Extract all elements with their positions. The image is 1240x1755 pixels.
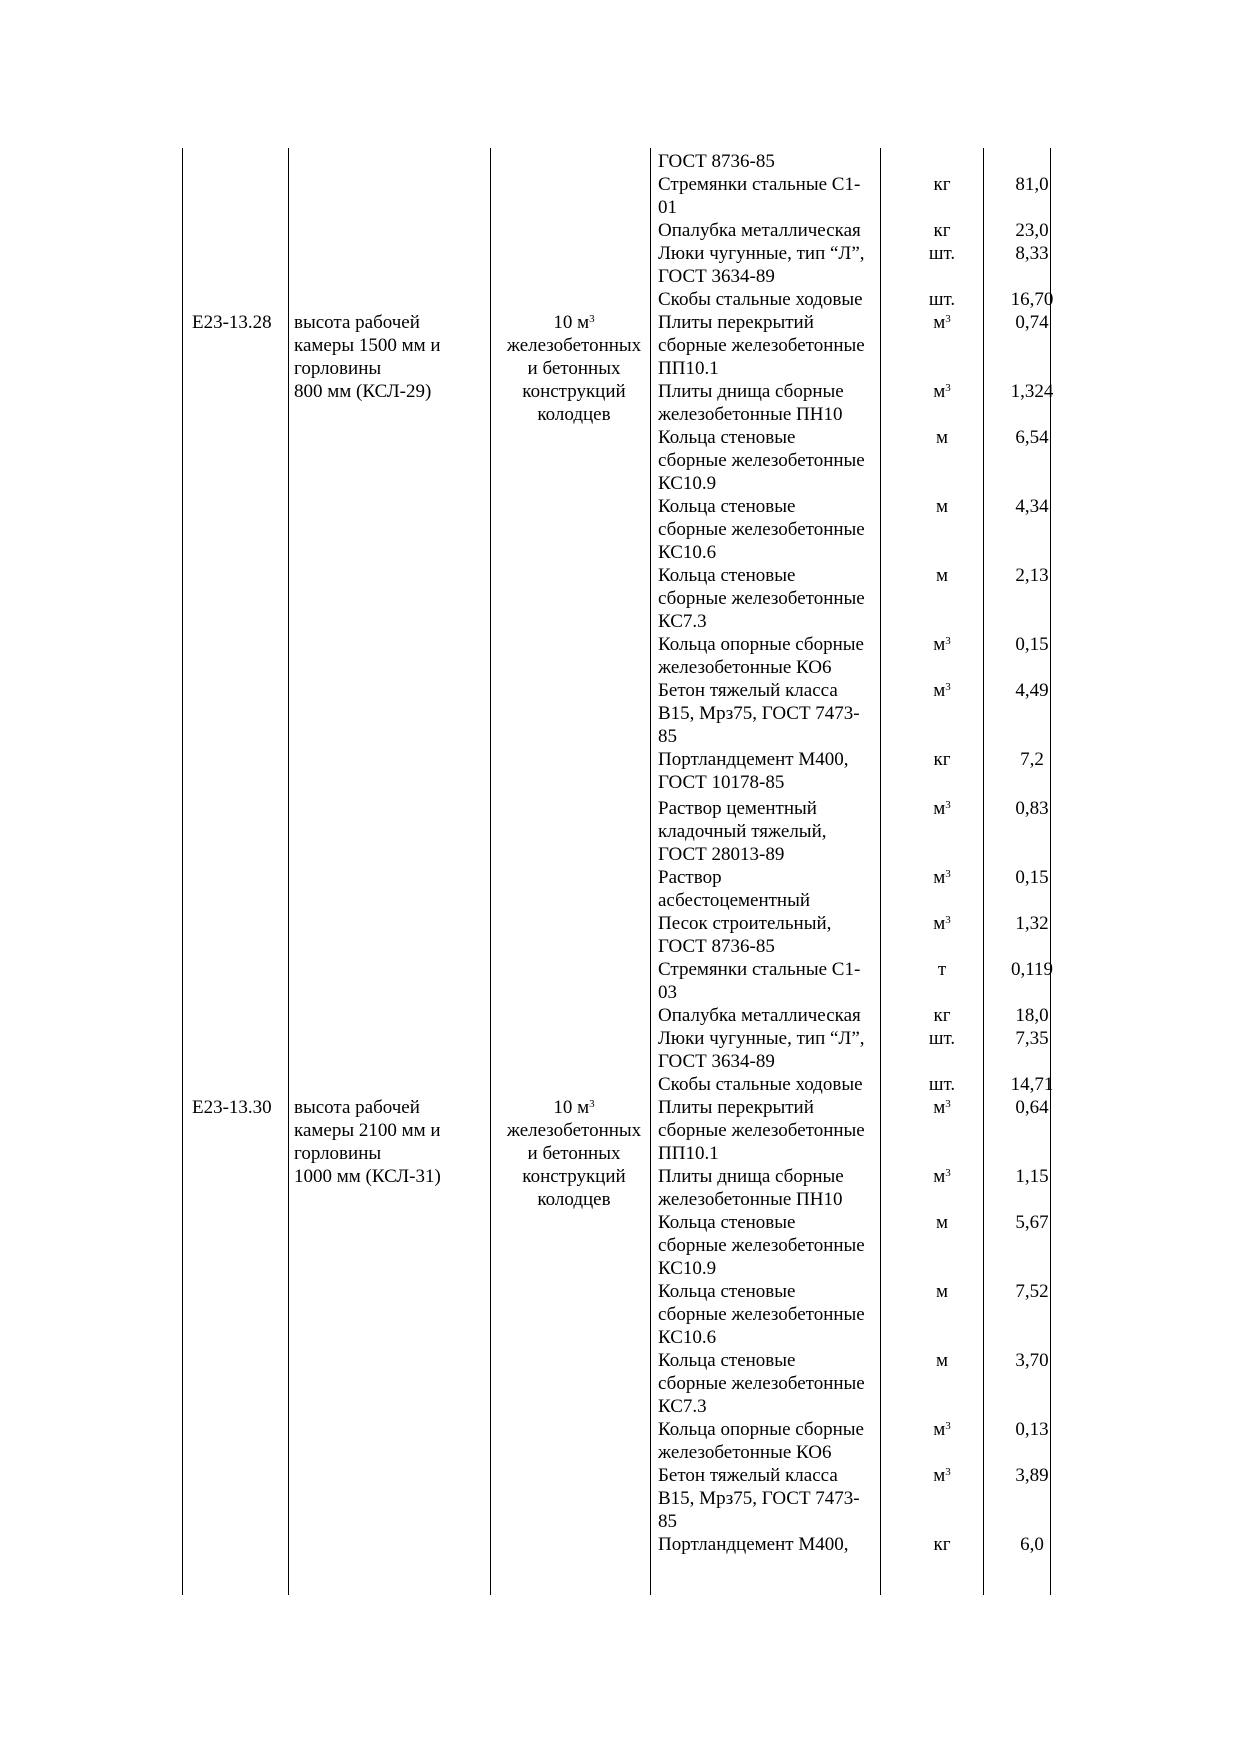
quantity-cell bbox=[996, 748, 1068, 771]
material-cell bbox=[658, 1533, 888, 1556]
quantity-text: 3,89 bbox=[1015, 1465, 1049, 1486]
quantity-cell bbox=[996, 495, 1068, 518]
material-line: ГОСТ 8736-85 bbox=[658, 936, 775, 957]
table-column-divider bbox=[288, 148, 289, 1595]
quantity-cell bbox=[996, 1096, 1068, 1119]
quantity-cell bbox=[996, 1165, 1068, 1188]
material-line: Песок строительный, bbox=[658, 913, 832, 934]
unit-text-superscript: 3 bbox=[945, 634, 951, 647]
material-line: 85 bbox=[658, 726, 677, 747]
material-cell bbox=[658, 1073, 888, 1096]
unit-text-superscript: 3 bbox=[945, 1465, 951, 1478]
material-line: Плиты перекрытий bbox=[658, 1097, 814, 1118]
quantity-cell bbox=[996, 173, 1068, 196]
material-line: Люки чугунные, тип “Л”, bbox=[658, 243, 865, 264]
quantity-text: 0,119 bbox=[1010, 959, 1054, 980]
work-description-line: горловины bbox=[294, 1143, 382, 1164]
quantity-cell bbox=[996, 1004, 1068, 1027]
work-description-line: камеры 1500 мм и bbox=[294, 335, 441, 356]
measurement-unit-line: 10 $м^3$ bbox=[553, 312, 595, 333]
work-description-line: 800 мм (КСЛ-29) bbox=[294, 381, 432, 402]
material-line: Кольца стеновые bbox=[658, 565, 796, 586]
unit-cell bbox=[892, 1073, 992, 1096]
material-line: Кольца стеновые bbox=[658, 1212, 796, 1233]
unit-text: $м^3$ bbox=[933, 312, 951, 333]
unit-text: т bbox=[937, 959, 947, 980]
unit-cell bbox=[892, 1211, 992, 1234]
material-cell bbox=[658, 1004, 888, 1027]
unit-cell bbox=[892, 426, 992, 449]
quantity-text: 0,13 bbox=[1015, 1419, 1049, 1440]
material-line: Плиты днища сборные bbox=[658, 381, 844, 402]
norm-code-cell bbox=[192, 311, 286, 334]
material-line: железобетонные КО6 bbox=[658, 1442, 832, 1463]
material-line: сборные железобетонные bbox=[658, 1235, 865, 1256]
unit-text: м bbox=[935, 496, 949, 517]
quantity-text: 3,70 bbox=[1015, 1350, 1049, 1371]
unit-cell bbox=[892, 912, 992, 935]
material-cell bbox=[658, 173, 888, 219]
quantity-text: 4,34 bbox=[1015, 496, 1049, 517]
work-description-line: горловины bbox=[294, 358, 382, 379]
material-cell bbox=[658, 679, 888, 748]
work-description-line: камеры 2100 мм и bbox=[294, 1120, 441, 1141]
unit-text: кг bbox=[933, 1534, 951, 1555]
material-line: сборные железобетонные bbox=[658, 335, 865, 356]
material-cell bbox=[658, 1165, 888, 1211]
material-line: КС10.9 bbox=[658, 473, 717, 494]
material-line: 01 bbox=[658, 197, 677, 218]
unit-text-superscript: 3 bbox=[945, 1166, 951, 1179]
material-line: Опалубка металлическая bbox=[658, 1005, 861, 1026]
material-cell bbox=[658, 311, 888, 380]
material-line: сборные железобетонные bbox=[658, 450, 865, 471]
quantity-cell bbox=[996, 288, 1068, 311]
quantity-text: 0,15 bbox=[1015, 867, 1049, 888]
material-line: сборные железобетонные bbox=[658, 1120, 865, 1141]
quantity-text: 0,83 bbox=[1015, 798, 1049, 819]
material-cell bbox=[658, 426, 888, 495]
material-line: сборные железобетонные bbox=[658, 588, 865, 609]
quantity-cell bbox=[996, 1027, 1068, 1050]
material-line: Кольца опорные сборные bbox=[658, 634, 864, 655]
unit-text: $м^3$ bbox=[933, 1097, 951, 1118]
unit-text: кг bbox=[933, 749, 951, 770]
unit-text: кг bbox=[933, 174, 951, 195]
material-cell bbox=[658, 219, 888, 242]
unit-text: шт. bbox=[928, 243, 956, 264]
unit-cell bbox=[892, 1280, 992, 1303]
measurement-unit-line-superscript: 3 bbox=[589, 1097, 595, 1110]
material-cell bbox=[658, 242, 888, 288]
material-line: Люки чугунные, тип “Л”, bbox=[658, 1028, 865, 1049]
quantity-cell bbox=[996, 380, 1068, 403]
material-line: Раствор цементный bbox=[658, 798, 817, 819]
material-cell bbox=[658, 748, 888, 794]
unit-text: $м^3$ bbox=[933, 634, 951, 655]
measurement-unit-line: и бетонных bbox=[527, 1143, 621, 1164]
unit-cell bbox=[892, 242, 992, 265]
unit-cell bbox=[892, 1349, 992, 1372]
material-line: Плиты днища сборные bbox=[658, 1166, 844, 1187]
material-line: КС7.3 bbox=[658, 611, 707, 632]
unit-text: $м^3$ bbox=[933, 381, 951, 402]
material-line: 03 bbox=[658, 982, 677, 1003]
unit-cell bbox=[892, 1533, 992, 1556]
material-line: Кольца опорные сборные bbox=[658, 1419, 864, 1440]
quantity-text: 16,70 bbox=[1010, 289, 1054, 310]
material-line: ПП10.1 bbox=[658, 1143, 719, 1164]
material-line: сборные железобетонные bbox=[658, 1373, 865, 1394]
unit-text-superscript: 3 bbox=[945, 1419, 951, 1432]
work-description-cell bbox=[294, 1096, 490, 1188]
quantity-cell bbox=[996, 1073, 1068, 1096]
material-cell bbox=[658, 288, 888, 311]
material-line: КС10.6 bbox=[658, 1327, 717, 1348]
material-line: Плиты перекрытий bbox=[658, 312, 814, 333]
material-cell bbox=[658, 1211, 888, 1280]
material-cell bbox=[658, 866, 888, 912]
unit-cell bbox=[892, 866, 992, 889]
quantity-text: 5,67 bbox=[1015, 1212, 1049, 1233]
quantity-cell bbox=[996, 1418, 1068, 1441]
measurement-unit-line: колодцев bbox=[537, 1189, 611, 1210]
material-line: ГОСТ 10178-85 bbox=[658, 772, 785, 793]
material-line: железобетонные КО6 bbox=[658, 657, 832, 678]
quantity-cell bbox=[996, 958, 1068, 981]
unit-text: кг bbox=[933, 220, 951, 241]
unit-text-superscript: 3 bbox=[945, 867, 951, 880]
material-line: Бетон тяжелый класса bbox=[658, 1465, 838, 1486]
unit-cell bbox=[892, 748, 992, 771]
quantity-cell bbox=[996, 866, 1068, 889]
unit-text: $м^3$ bbox=[933, 1465, 951, 1486]
material-cell bbox=[658, 1418, 888, 1464]
quantity-text: 8,33 bbox=[1015, 243, 1049, 264]
material-cell bbox=[658, 380, 888, 426]
work-description-line: высота рабочей bbox=[294, 1097, 420, 1118]
norm-code: Е23-13.30 bbox=[192, 1097, 272, 1118]
unit-cell bbox=[892, 495, 992, 518]
material-line: Кольца стеновые bbox=[658, 496, 796, 517]
material-line: ГОСТ 3634-89 bbox=[658, 1051, 775, 1072]
material-line: кладочный тяжелый, bbox=[658, 821, 827, 842]
quantity-cell bbox=[996, 564, 1068, 587]
material-line: ГОСТ 8736-85 bbox=[658, 151, 775, 172]
quantity-text: 1,324 bbox=[1010, 381, 1054, 402]
unit-text-superscript: 3 bbox=[945, 680, 951, 693]
quantity-text: 18,0 bbox=[1015, 1005, 1049, 1026]
material-line: Бетон тяжелый класса bbox=[658, 680, 838, 701]
material-cell bbox=[658, 958, 888, 1004]
material-cell bbox=[658, 1096, 888, 1165]
unit-text-superscript: 3 bbox=[945, 1097, 951, 1110]
unit-text: кг bbox=[933, 1005, 951, 1026]
quantity-cell bbox=[996, 219, 1068, 242]
unit-cell bbox=[892, 679, 992, 702]
quantity-cell bbox=[996, 1211, 1068, 1234]
quantity-cell bbox=[996, 1533, 1068, 1556]
measurement-unit-line: конструкций bbox=[522, 381, 626, 402]
measurement-unit-cell bbox=[496, 1096, 652, 1211]
norm-code-cell bbox=[192, 1096, 286, 1119]
material-line: Раствор bbox=[658, 867, 722, 888]
unit-text: м bbox=[935, 565, 949, 586]
material-cell bbox=[658, 495, 888, 564]
unit-cell bbox=[892, 564, 992, 587]
unit-text: м bbox=[935, 427, 949, 448]
unit-text: $м^3$ bbox=[933, 867, 951, 888]
material-cell bbox=[658, 1464, 888, 1533]
measurement-unit-line: и бетонных bbox=[527, 358, 621, 379]
material-line: 85 bbox=[658, 1511, 677, 1532]
measurement-unit-line: железобетонных bbox=[506, 1120, 642, 1141]
unit-text: м bbox=[935, 1281, 949, 1302]
unit-cell bbox=[892, 1027, 992, 1050]
material-line: ГОСТ 3634-89 bbox=[658, 266, 775, 287]
quantity-cell bbox=[996, 1280, 1068, 1303]
material-line: Скобы стальные ходовые bbox=[658, 1074, 863, 1095]
unit-cell bbox=[892, 380, 992, 403]
unit-cell bbox=[892, 288, 992, 311]
material-cell bbox=[658, 912, 888, 958]
material-line: Стремянки стальные С1- bbox=[658, 959, 861, 980]
quantity-text: 2,13 bbox=[1015, 565, 1049, 586]
unit-cell bbox=[892, 633, 992, 656]
quantity-cell bbox=[996, 311, 1068, 334]
quantity-text: 4,49 bbox=[1015, 680, 1049, 701]
unit-text: шт. bbox=[928, 289, 956, 310]
unit-cell bbox=[892, 958, 992, 981]
material-cell bbox=[658, 633, 888, 679]
material-line: В15, Мрз75, ГОСТ 7473- bbox=[658, 703, 860, 724]
quantity-text: 23,0 bbox=[1015, 220, 1049, 241]
material-cell bbox=[658, 564, 888, 633]
measurement-unit-line: конструкций bbox=[522, 1166, 626, 1187]
unit-text: $м^3$ bbox=[933, 1419, 951, 1440]
quantity-cell bbox=[996, 912, 1068, 935]
unit-cell bbox=[892, 173, 992, 196]
material-line: Кольца стеновые bbox=[658, 1281, 796, 1302]
quantity-cell bbox=[996, 242, 1068, 265]
quantity-cell bbox=[996, 426, 1068, 449]
quantity-text: 1,32 bbox=[1015, 913, 1049, 934]
unit-cell bbox=[892, 311, 992, 334]
measurement-unit-line: колодцев bbox=[537, 404, 611, 425]
measurement-unit-line: 10 $м^3$ bbox=[553, 1097, 595, 1118]
unit-text: м bbox=[935, 1212, 949, 1233]
quantity-text: 7,2 bbox=[1020, 749, 1044, 770]
material-line: ПП10.1 bbox=[658, 358, 719, 379]
material-line: КС10.6 bbox=[658, 542, 717, 563]
unit-text: $м^3$ bbox=[933, 1166, 951, 1187]
unit-cell bbox=[892, 1464, 992, 1487]
unit-cell bbox=[892, 1165, 992, 1188]
quantity-cell bbox=[996, 1464, 1068, 1487]
norm-code: Е23-13.28 bbox=[192, 312, 272, 333]
unit-text-superscript: 3 bbox=[945, 381, 951, 394]
material-line: асбестоцементный bbox=[658, 890, 811, 911]
material-cell bbox=[658, 1027, 888, 1073]
material-cell bbox=[658, 1280, 888, 1349]
unit-cell bbox=[892, 1004, 992, 1027]
material-line: Кольца стеновые bbox=[658, 427, 796, 448]
material-line: Кольца стеновые bbox=[658, 1350, 796, 1371]
quantity-text: 7,35 bbox=[1015, 1028, 1049, 1049]
material-line: ГОСТ 28013-89 bbox=[658, 844, 785, 865]
material-line: Портландцемент М400, bbox=[658, 1534, 849, 1555]
quantity-cell bbox=[996, 633, 1068, 656]
unit-text: шт. bbox=[928, 1028, 956, 1049]
unit-text-superscript: 3 bbox=[945, 798, 951, 811]
quantity-text: 0,15 bbox=[1015, 634, 1049, 655]
material-line: железобетонные ПН10 bbox=[658, 1189, 843, 1210]
quantity-cell bbox=[996, 797, 1068, 820]
measurement-unit-cell bbox=[496, 311, 652, 426]
quantity-cell bbox=[996, 1349, 1068, 1372]
quantity-text: 7,52 bbox=[1015, 1281, 1049, 1302]
material-line: Скобы стальные ходовые bbox=[658, 289, 863, 310]
unit-text: шт. bbox=[928, 1074, 956, 1095]
material-line: железобетонные ПН10 bbox=[658, 404, 843, 425]
material-line: КС7.3 bbox=[658, 1396, 707, 1417]
material-line: Портландцемент М400, bbox=[658, 749, 849, 770]
unit-text: $м^3$ bbox=[933, 913, 951, 934]
material-cell bbox=[658, 150, 888, 173]
material-line: Стремянки стальные С1- bbox=[658, 174, 861, 195]
unit-cell bbox=[892, 1096, 992, 1119]
material-line: сборные железобетонные bbox=[658, 519, 865, 540]
quantity-text: 0,64 bbox=[1015, 1097, 1049, 1118]
measurement-unit-line-superscript: 3 bbox=[589, 312, 595, 325]
work-description-line: высота рабочей bbox=[294, 312, 420, 333]
material-line: КС10.9 bbox=[658, 1258, 717, 1279]
unit-cell bbox=[892, 797, 992, 820]
unit-text-superscript: 3 bbox=[945, 312, 951, 325]
quantity-text: 0,74 bbox=[1015, 312, 1049, 333]
quantity-text: 81,0 bbox=[1015, 174, 1049, 195]
material-cell bbox=[658, 797, 888, 866]
unit-cell bbox=[892, 219, 992, 242]
unit-cell bbox=[892, 1418, 992, 1441]
unit-text-superscript: 3 bbox=[945, 913, 951, 926]
table-column-divider bbox=[490, 148, 491, 1595]
table-border-left bbox=[182, 148, 183, 1595]
quantity-text: 14,71 bbox=[1010, 1074, 1054, 1095]
unit-text: $м^3$ bbox=[933, 798, 951, 819]
material-line: Опалубка металлическая bbox=[658, 220, 861, 241]
material-line: В15, Мрз75, ГОСТ 7473- bbox=[658, 1488, 860, 1509]
work-description-cell bbox=[294, 311, 490, 403]
measurement-unit-line: железобетонных bbox=[506, 335, 642, 356]
material-cell bbox=[658, 1349, 888, 1418]
unit-text: м bbox=[935, 1350, 949, 1371]
unit-text: $м^3$ bbox=[933, 680, 951, 701]
quantity-text: 1,15 bbox=[1015, 1166, 1049, 1187]
quantity-cell bbox=[996, 679, 1068, 702]
quantity-text: 6,54 bbox=[1015, 427, 1049, 448]
work-description-line: 1000 мм (КСЛ-31) bbox=[294, 1166, 441, 1187]
quantity-text: 6,0 bbox=[1020, 1534, 1044, 1555]
material-line: сборные железобетонные bbox=[658, 1304, 865, 1325]
